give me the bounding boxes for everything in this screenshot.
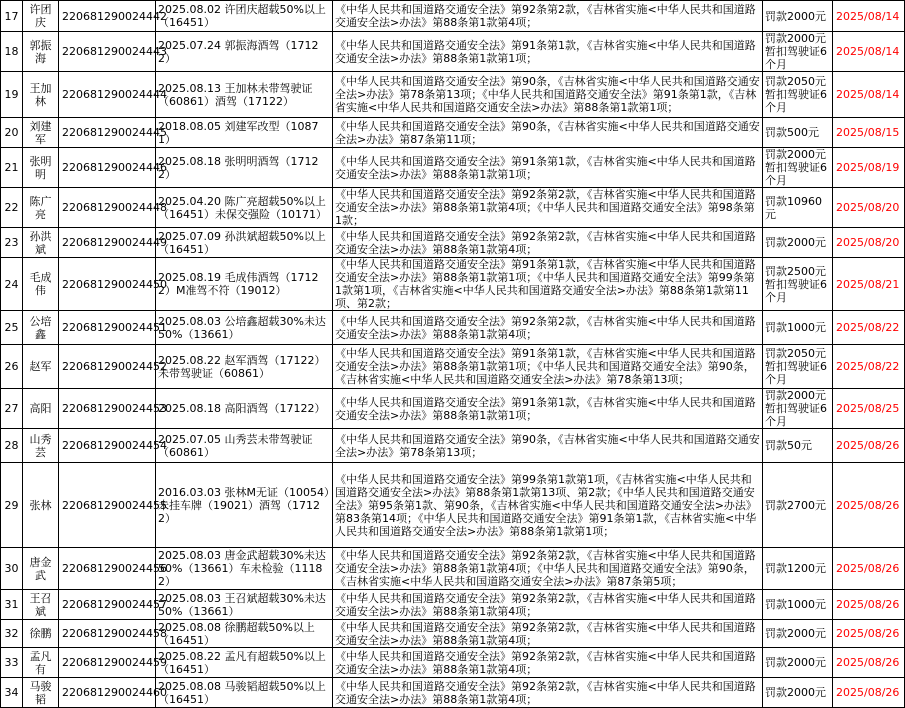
driver-name-cell[interactable]: 高阳 xyxy=(23,389,59,429)
row-number-cell[interactable]: 33 xyxy=(1,648,23,678)
penalty-cell[interactable]: 罚款10960元 xyxy=(763,188,833,228)
row-number-cell[interactable]: 30 xyxy=(1,548,23,590)
legal-basis-cell[interactable]: 《中华人民共和国道路交通安全法》第92条第2款，《吉林省实施<中华人民共和国道路交通安全法>办法》第88条第1款第4项； xyxy=(333,648,763,678)
decision-id-cell[interactable]: 220681290024457 xyxy=(59,590,156,620)
decision-id-cell[interactable]: 220681290024444 xyxy=(59,72,156,118)
decision-date-cell[interactable]: 2025/08/19 xyxy=(833,148,905,188)
decision-id-cell[interactable]: 220681290024453 xyxy=(59,389,156,429)
table-row xyxy=(1,548,905,590)
legal-basis-cell[interactable]: 《中华人民共和国道路交通安全法》第92条第2款，《吉林省实施<中华人民共和国道路交通安全法>办法》第88条第1款第4项； xyxy=(333,228,763,258)
decision-id-cell[interactable]: 220681290024458 xyxy=(59,620,156,648)
driver-name-cell[interactable]: 王加林 xyxy=(23,72,59,118)
driver-name-cell[interactable]: 王召斌 xyxy=(23,590,59,620)
decision-id-cell[interactable]: 220681290024451 xyxy=(59,311,156,345)
decision-id-cell[interactable]: 220681290024445 xyxy=(59,118,156,148)
driver-name-cell[interactable]: 公培鑫 xyxy=(23,311,59,345)
driver-name-cell[interactable]: 毛成伟 xyxy=(23,258,59,311)
penalty-cell[interactable]: 罚款2000元 xyxy=(763,678,833,708)
driver-name-cell[interactable]: 许团庆 xyxy=(23,1,59,32)
violation-cell[interactable]: 2025.08.18 高阳酒驾（17122） xyxy=(156,389,333,429)
driver-name-cell[interactable]: 张明明 xyxy=(23,148,59,188)
table-row xyxy=(1,463,905,548)
row-number-cell[interactable]: 28 xyxy=(1,429,23,463)
row-number-cell[interactable]: 21 xyxy=(1,148,23,188)
row-number-cell[interactable]: 23 xyxy=(1,228,23,258)
table-row xyxy=(1,188,905,228)
violation-cell[interactable]: 2025.04.20 陈广亮超载50%以上（16451）未保交强险（10171） xyxy=(156,188,333,228)
legal-basis-cell[interactable]: 《中华人民共和国道路交通安全法》第91条第1款，《吉林省实施<中华人民共和国道路交通安全法>办法》第88条第1款第1项； xyxy=(333,148,763,188)
legal-basis-cell[interactable]: 《中华人民共和国道路交通安全法》第90条，《吉林省实施<中华人民共和国道路交通安全法>办法》第78条第13项；《中华人民共和国道路交通安全法》第91条第1款，《吉林省实施<中华人民共和国道路交通安全法>办法》第88条第1款第1项； xyxy=(333,72,763,118)
decision-id-cell[interactable]: 220681290024455 xyxy=(59,463,156,548)
table-row xyxy=(1,32,905,72)
row-number-cell[interactable]: 29 xyxy=(1,463,23,548)
decision-date-cell[interactable]: 2025/08/14 xyxy=(833,72,905,118)
penalty-cell[interactable]: 罚款2050元暂扣驾驶证6个月 xyxy=(763,72,833,118)
decision-id-cell[interactable]: 220681290024452 xyxy=(59,345,156,389)
violation-cell[interactable]: 2025.08.02 许团庆超载50%以上（16451） xyxy=(156,1,333,32)
decision-date-cell[interactable]: 2025/08/26 xyxy=(833,429,905,463)
legal-basis-cell[interactable]: 《中华人民共和国道路交通安全法》第90条，《吉林省实施<中华人民共和国道路交通安全法>办法》第87条第11项； xyxy=(333,118,763,148)
penalty-cell[interactable]: 罚款1200元 xyxy=(763,548,833,590)
table-row xyxy=(1,258,905,311)
legal-basis-cell[interactable]: 《中华人民共和国道路交通安全法》第91条第1款，《吉林省实施<中华人民共和国道路交通安全法>办法》第88条第1款第1项；《中华人民共和国道路交通安全法》第90条，《吉林省实施<中华人民共和国道路交通安全法>办法》第78条第13项； xyxy=(333,345,763,389)
driver-name-cell[interactable]: 张林 xyxy=(23,463,59,548)
violation-cell[interactable]: 2016.03.03 张林M无证（10054）未挂车牌（19021）酒驾（17122） xyxy=(156,463,333,548)
decision-date-cell[interactable]: 2025/08/26 xyxy=(833,590,905,620)
row-number-cell[interactable]: 19 xyxy=(1,72,23,118)
driver-name-cell[interactable]: 刘建军 xyxy=(23,118,59,148)
decision-id-cell[interactable]: 220681290024454 xyxy=(59,429,156,463)
decision-id-cell[interactable]: 220681290024460 xyxy=(59,678,156,708)
decision-id-cell[interactable]: 220681290024442 xyxy=(59,1,156,32)
driver-name-cell[interactable]: 徐鹏 xyxy=(23,620,59,648)
decision-date-cell[interactable]: 2025/08/25 xyxy=(833,389,905,429)
penalty-cell[interactable]: 罚款2000元暂扣驾驶证6个月 xyxy=(763,32,833,72)
penalty-cell[interactable]: 罚款1000元 xyxy=(763,311,833,345)
legal-basis-cell[interactable]: 《中华人民共和国道路交通安全法》第91条第1款，《吉林省实施<中华人民共和国道路交通安全法>办法》第88条第1款第1项； xyxy=(333,389,763,429)
table-row xyxy=(1,72,905,118)
driver-name-cell[interactable]: 陈广亮 xyxy=(23,188,59,228)
row-number-cell[interactable]: 18 xyxy=(1,32,23,72)
penalty-cell[interactable]: 罚款50元 xyxy=(763,429,833,463)
table-row xyxy=(1,678,905,708)
decision-id-cell[interactable]: 220681290024459 xyxy=(59,648,156,678)
table-row xyxy=(1,429,905,463)
table-row xyxy=(1,389,905,429)
legal-basis-cell[interactable]: 《中华人民共和国道路交通安全法》第91条第1款，《吉林省实施<中华人民共和国道路交通安全法>办法》第88条第1款第1项；《中华人民共和国道路交通安全法》第99条第1款第1项，《吉林省实施<中华人民共和国道路交通安全法>办法》第88条第1款第11项、第2款； xyxy=(333,258,763,311)
row-number-cell[interactable]: 31 xyxy=(1,590,23,620)
decision-id-cell[interactable]: 220681290024448 xyxy=(59,188,156,228)
legal-basis-cell[interactable]: 《中华人民共和国道路交通安全法》第92条第2款，《吉林省实施<中华人民共和国道路交通安全法>办法》第88条第1款第4项；《中华人民共和国道路交通安全法》第98条第1款； xyxy=(333,188,763,228)
penalty-cell[interactable]: 罚款2000元 xyxy=(763,1,833,32)
decision-date-cell[interactable]: 2025/08/26 xyxy=(833,648,905,678)
violation-cell[interactable]: 2025.08.18 张明明酒驾（17122） xyxy=(156,148,333,188)
penalty-cell[interactable]: 罚款2000元 xyxy=(763,228,833,258)
decision-date-cell[interactable]: 2025/08/14 xyxy=(833,1,905,32)
decision-date-cell[interactable]: 2025/08/14 xyxy=(833,32,905,72)
legal-basis-cell[interactable]: 《中华人民共和国道路交通安全法》第99条第1款第1项，《吉林省实施<中华人民共和国道路交通安全法>办法》第88条第1款第13项、第2款；《中华人民共和国道路交通安全法》第95条第1款、第90条，《吉林省实施<中华人民共和国道路交通安全法>办法》第83条第14项；《中华人民共和国道路交通安全法》第91条第1款，《吉林省实施<中华人民共和国道路交通安全法>办法》第88条第1款第1项； xyxy=(333,463,763,548)
table-row xyxy=(1,118,905,148)
decision-date-cell[interactable]: 2025/08/26 xyxy=(833,463,905,548)
decision-date-cell[interactable]: 2025/08/26 xyxy=(833,678,905,708)
violation-cell[interactable]: 2025.08.08 马骏韬超载50%以上（16451） xyxy=(156,678,333,708)
violation-cell[interactable]: 2025.08.22 孟凡有超载50%以上（16451） xyxy=(156,648,333,678)
violation-cell[interactable]: 2025.07.09 孙洪斌超载50%以上（16451） xyxy=(156,228,333,258)
row-number-cell[interactable]: 27 xyxy=(1,389,23,429)
legal-basis-cell[interactable]: 《中华人民共和国道路交通安全法》第92条第2款，《吉林省实施<中华人民共和国道路交通安全法>办法》第88条第1款第4项； xyxy=(333,590,763,620)
row-number-cell[interactable]: 20 xyxy=(1,118,23,148)
penalty-cell[interactable]: 罚款2000元暂扣驾驶证6个月 xyxy=(763,148,833,188)
driver-name-cell[interactable]: 赵军 xyxy=(23,345,59,389)
penalty-cell[interactable]: 罚款2050元暂扣驾驶证6个月 xyxy=(763,345,833,389)
violation-cell[interactable]: 2025.07.24 郭振海酒驾（17122） xyxy=(156,32,333,72)
violation-cell[interactable]: 2025.08.22 赵军酒驾（17122）未带驾驶证（60861） xyxy=(156,345,333,389)
decision-id-cell[interactable]: 220681290024443 xyxy=(59,32,156,72)
table-row xyxy=(1,345,905,389)
driver-name-cell[interactable]: 孟凡有 xyxy=(23,648,59,678)
row-number-cell[interactable]: 25 xyxy=(1,311,23,345)
legal-basis-cell[interactable]: 《中华人民共和国道路交通安全法》第92条第2款，《吉林省实施<中华人民共和国道路交通安全法>办法》第88条第1款第4项； xyxy=(333,678,763,708)
table-row xyxy=(1,148,905,188)
row-number-cell[interactable]: 26 xyxy=(1,345,23,389)
decision-id-cell[interactable]: 220681290024449 xyxy=(59,228,156,258)
violation-cell[interactable]: 2025.07.05 山秀芸未带驾驶证（60861） xyxy=(156,429,333,463)
decision-id-cell[interactable]: 220681290024450 xyxy=(59,258,156,311)
violation-cell[interactable]: 2025.08.03 唐金武超载30%未达50%（13661）车未检验（11182） xyxy=(156,548,333,590)
row-number-cell[interactable]: 22 xyxy=(1,188,23,228)
row-number-cell[interactable]: 34 xyxy=(1,678,23,708)
penalty-cell[interactable]: 罚款2000元暂扣驾驶证6个月 xyxy=(763,389,833,429)
penalty-cell[interactable]: 罚款500元 xyxy=(763,118,833,148)
penalty-cell[interactable]: 罚款2000元 xyxy=(763,620,833,648)
decision-date-cell[interactable]: 2025/08/21 xyxy=(833,258,905,311)
table-row xyxy=(1,648,905,678)
violation-cell[interactable]: 2025.08.03 王召斌超载30%未达50%（13661） xyxy=(156,590,333,620)
decision-id-cell[interactable]: 220681290024456 xyxy=(59,548,156,590)
decision-date-cell[interactable]: 2025/08/26 xyxy=(833,620,905,648)
driver-name-cell[interactable]: 山秀芸 xyxy=(23,429,59,463)
legal-basis-cell[interactable]: 《中华人民共和国道路交通安全法》第92条第2款，《吉林省实施<中华人民共和国道路交通安全法>办法》第88条第1款第4项； xyxy=(333,311,763,345)
decision-id-cell[interactable]: 220681290024446 xyxy=(59,148,156,188)
decision-date-cell[interactable]: 2025/08/22 xyxy=(833,345,905,389)
driver-name-cell[interactable]: 马骏韬 xyxy=(23,678,59,708)
penalty-cell[interactable]: 罚款1000元 xyxy=(763,590,833,620)
table-row xyxy=(1,620,905,648)
violation-cell[interactable]: 2025.08.19 毛成伟酒驾（17122）M准驾不符（19012） xyxy=(156,258,333,311)
penalty-cell[interactable]: 罚款2000元 xyxy=(763,648,833,678)
decision-date-cell[interactable]: 2025/08/22 xyxy=(833,311,905,345)
decision-date-cell[interactable]: 2025/08/26 xyxy=(833,548,905,590)
decision-date-cell[interactable]: 2025/08/20 xyxy=(833,228,905,258)
legal-basis-cell[interactable]: 《中华人民共和国道路交通安全法》第91条第1款，《吉林省实施<中华人民共和国道路交通安全法>办法》第88条第1款第1项； xyxy=(333,32,763,72)
legal-basis-cell[interactable]: 《中华人民共和国道路交通安全法》第92条第2款，《吉林省实施<中华人民共和国道路交通安全法>办法》第88条第1款第4项；《中华人民共和国道路交通安全法》第90条，《吉林省实施<中华人民共和国道路交通安全法>办法》第87条第5项； xyxy=(333,548,763,590)
penalty-cell[interactable]: 罚款2700元 xyxy=(763,463,833,548)
violation-cell[interactable]: 2018.08.05 刘建军改型（10871） xyxy=(156,118,333,148)
penalty-cell[interactable]: 罚款2500元暂扣驾驶证6个月 xyxy=(763,258,833,311)
legal-basis-cell[interactable]: 《中华人民共和国道路交通安全法》第92条第2款，《吉林省实施<中华人民共和国道路交通安全法>办法》第88条第1款第4项； xyxy=(333,1,763,32)
row-number-cell[interactable]: 32 xyxy=(1,620,23,648)
row-number-cell[interactable]: 24 xyxy=(1,258,23,311)
driver-name-cell[interactable]: 孙洪斌 xyxy=(23,228,59,258)
table-row xyxy=(1,228,905,258)
violation-cell[interactable]: 2025.08.03 公培鑫超载30%未达50%（13661） xyxy=(156,311,333,345)
violation-cell[interactable]: 2025.08.13 王加林未带驾驶证（60861）酒驾（17122） xyxy=(156,72,333,118)
table-body xyxy=(1,1,905,708)
row-number-cell[interactable]: 17 xyxy=(1,1,23,32)
decision-date-cell[interactable]: 2025/08/15 xyxy=(833,118,905,148)
table-row xyxy=(1,1,905,32)
legal-basis-cell[interactable]: 《中华人民共和国道路交通安全法》第92条第2款，《吉林省实施<中华人民共和国道路交通安全法>办法》第88条第1款第4项； xyxy=(333,620,763,648)
decision-date-cell[interactable]: 2025/08/20 xyxy=(833,188,905,228)
driver-name-cell[interactable]: 郭振海 xyxy=(23,32,59,72)
table-row xyxy=(1,590,905,620)
violation-cell[interactable]: 2025.08.08 徐鹏超载50%以上（16451） xyxy=(156,620,333,648)
legal-basis-cell[interactable]: 《中华人民共和国道路交通安全法》第90条，《吉林省实施<中华人民共和国道路交通安全法>办法》第78条第13项； xyxy=(333,429,763,463)
driver-name-cell[interactable]: 唐金武 xyxy=(23,548,59,590)
table-row xyxy=(1,311,905,345)
